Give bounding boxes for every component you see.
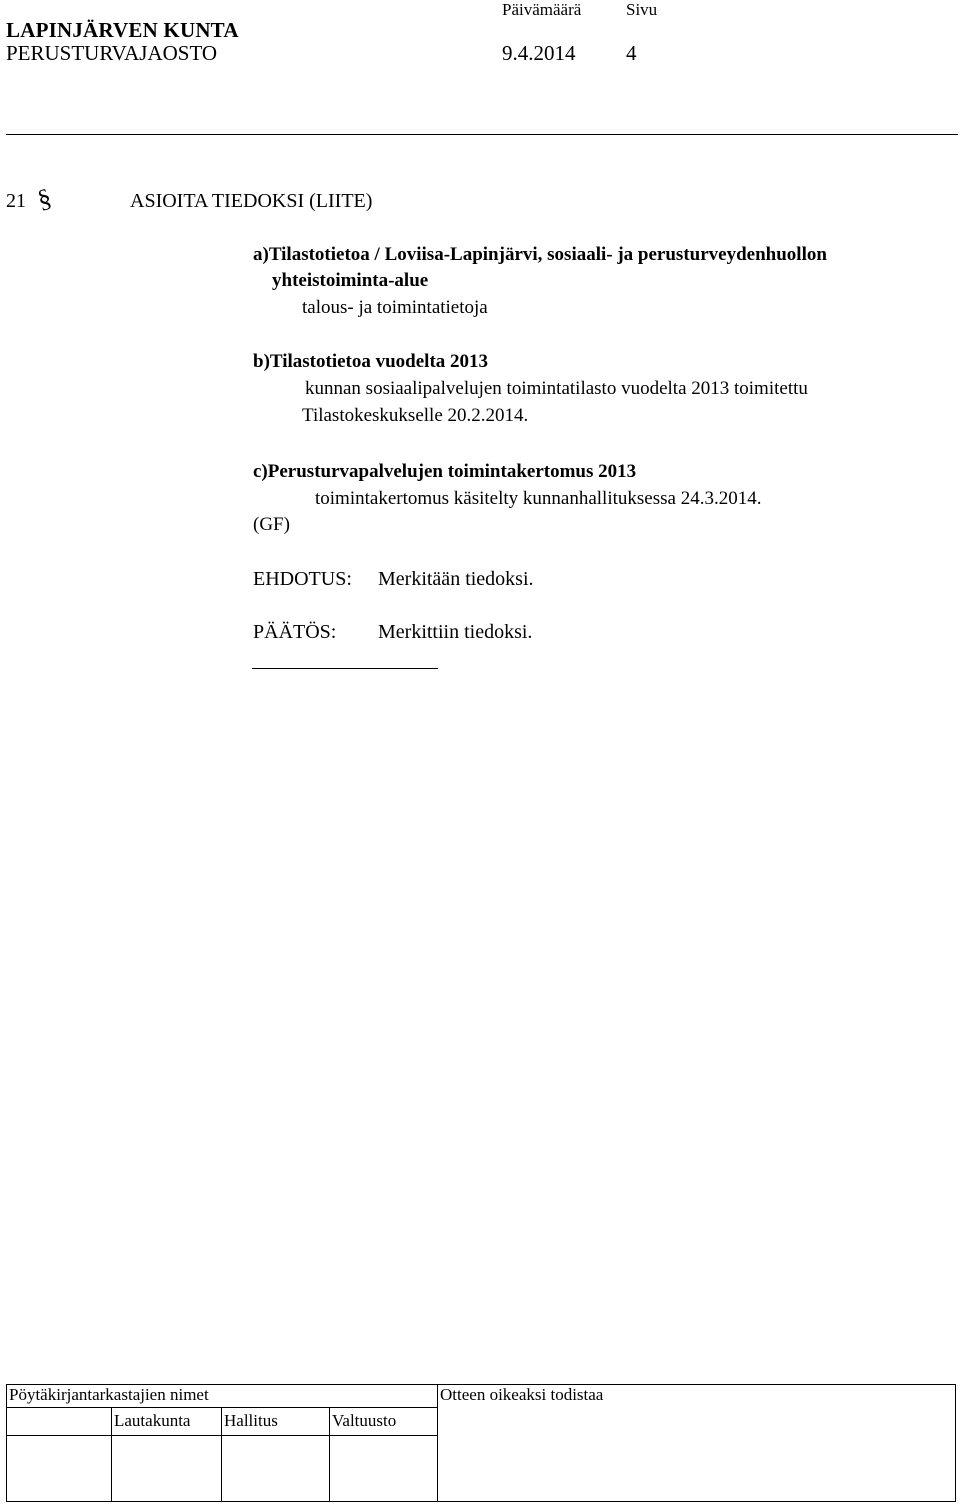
proposal-label: EHDOTUS:	[253, 568, 352, 590]
item-b-heading: b)Tilastotietoa vuodelta 2013	[253, 351, 489, 372]
item-a-text: talous- ja toimintatietoja	[302, 297, 488, 318]
item-a-heading-line2: yhteistoiminta-alue	[272, 270, 429, 291]
committee-name: PERUSTURVAJAOSTO	[6, 41, 218, 65]
decision-text: Merkittiin tiedoksi.	[378, 621, 533, 643]
proposal-text: Merkitään tiedoksi.	[378, 568, 534, 590]
item-b-text-line2: Tilastokeskukselle 20.2.2014.	[302, 405, 529, 426]
blank-cell	[7, 1408, 112, 1436]
signature-cell	[222, 1436, 330, 1502]
signature-cell	[7, 1436, 112, 1502]
item-a-heading-line1: a)Tilastotietoa / Loviisa-Lapinjärvi, sosiaali- ja perusturveydenhuollon	[253, 244, 827, 265]
item-c-text: toimintakertomus käsitelty kunnanhallituksessa 24.3.2014.	[315, 488, 762, 509]
certified-label: Otteen oikeaksi todistaa	[438, 1385, 956, 1502]
signature-cell	[112, 1436, 222, 1502]
decision-label: PÄÄTÖS:	[253, 621, 337, 643]
item-c-heading: c)Perusturvapalvelujen toimintakertomus 2013	[253, 461, 637, 482]
initials: (GF)	[253, 514, 290, 535]
signature-cell	[330, 1436, 438, 1502]
header-divider	[6, 134, 958, 135]
closing-rule	[252, 668, 438, 669]
date-label: Päivämäärä	[502, 0, 582, 19]
page-label: Sivu	[626, 0, 658, 19]
signature-table	[6, 1384, 956, 1502]
col-valtuusto: Valtuusto	[330, 1408, 438, 1436]
section-sign: §	[34, 182, 55, 215]
col-lautakunta: Lautakunta	[112, 1408, 222, 1436]
item-b-text-line1: kunnan sosiaalipalvelujen toimintatilasto vuodelta 2013 toimitettu	[305, 378, 808, 399]
reviewers-label: Pöytäkirjantarkastajien nimet	[7, 1385, 438, 1408]
organization-name: LAPINJÄRVEN KUNTA	[6, 18, 239, 42]
meeting-date: 9.4.2014	[502, 41, 576, 65]
page-number: 4	[626, 41, 637, 65]
col-hallitus: Hallitus	[222, 1408, 330, 1436]
section-title: ASIOITA TIEDOKSI (LIITE)	[130, 190, 373, 212]
section-number: 21	[6, 190, 26, 212]
